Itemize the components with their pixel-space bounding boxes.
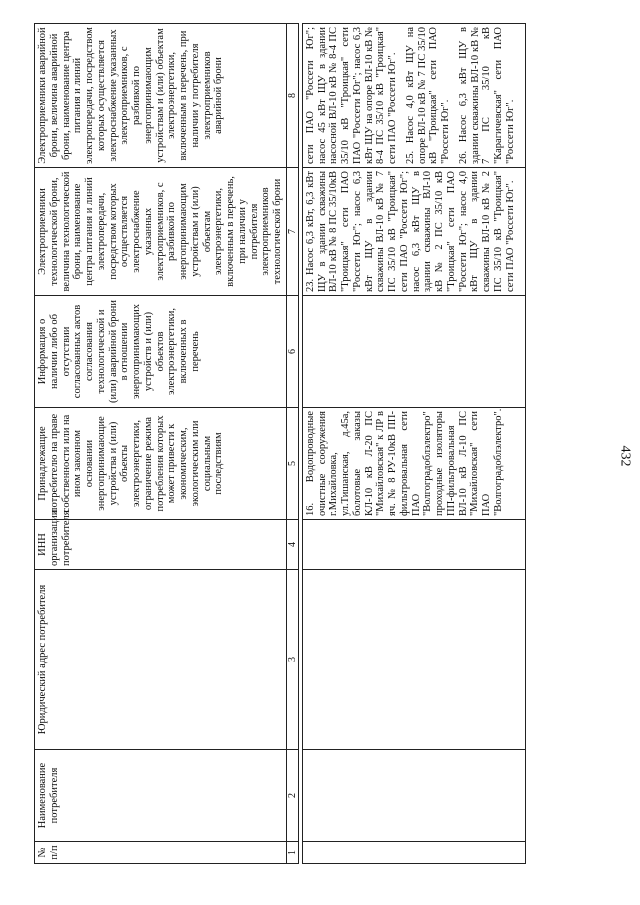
- emergency-item: 26. Насос 6,3 кВт ЩУ в здании скважины ВЛ-10 кВ № 7 ПС 35/10 кВ "Карагичевская" сети ПАО "Россети Юг".: [457, 27, 516, 164]
- column-number: 7: [286, 168, 298, 296]
- header-inn: ИНН организации потребителя: [35, 520, 287, 570]
- rotated-table-wrapper: [34, 24, 604, 864]
- header-num: № п/п: [35, 842, 287, 864]
- header-emergency-reserve: Электроприемники аварийной брони, величина аварийной брони, наименование центра питания и линий электропередачи, посредством которых осуществляется электроснабжение указанных электроприемников, с разбивкой по энергопринимающим устройствам и (или) объектам электроэнергетики, включенным в перечень, при наличии у потребителя электроприемников аварийной брони: [35, 24, 287, 168]
- header-legal-address: Юридический адрес потребителя: [35, 570, 287, 750]
- column-number: 1: [286, 842, 298, 864]
- page-number: 432: [617, 445, 633, 467]
- header-acts-info: Информация о наличии либо об отсутствии согласованных актов согласования технологической и (или) аварийной брони в отношении энергопринимающих устройств и (или) объектов электроэнергетики, включенных в перечень: [35, 296, 287, 408]
- column-number: 2: [286, 750, 298, 842]
- column-number: 4: [286, 520, 298, 570]
- header-row: [35, 24, 287, 864]
- consumer-table: [34, 23, 526, 864]
- emergency-item: 25. Насос 4,0 кВт ЩУ на опоре ВЛ-10 кВ № 7 ПС 35/10 кВ "Троицкая" сети ПАО "Россети Юг".: [404, 27, 452, 164]
- cell-acts-info: [302, 296, 525, 408]
- cell-consumer-name: [302, 750, 525, 842]
- column-number: 5: [286, 408, 298, 520]
- cell-legal-address: [302, 570, 525, 750]
- header-tech-reserve: Электроприемники технологической брони, величина технологической брони, наименование центра питания и линий электропередачи, посредством которых осуществляется электроснабжение указанных электроприемников, с разбивкой по энергопринимающим устройствам и (или) объектам электроэнергетики, включенным в перечень, при наличии у потребителя электроприемников технологической брони: [35, 168, 287, 296]
- emergency-item: сети ПАО "Россети Юг"; насос 45 кВт ЩУ в здании насосной ВЛ-10 кВ № 8-4 ПС 35/10 кВ "Троицкая" сети ПАО "Россети Юг"; насос 6,3 кВт ЩУ на опоре ВЛ-10 кВ № 8-4 ПС 35/10 кВ "Троицкая" сети ПАО "Россети Юг".: [304, 27, 399, 164]
- header-consumer-name: Наименование потребителя: [35, 750, 287, 842]
- cell-tech-reserve: 23. Насос 6,3 кВт, 6,3 кВт ЩУ в здании скважины ВЛ-10 кВ № 8 ПС 35/10кВ "Троицкая" сети ПАО "Россети Юг"; насос 6,3 кВт ЩУ в здании скважины ВЛ-10 кВ № 7 ПС 35/10 кВ "Троицкая" сети ПАО "Россети Юг"; насос 6,3 кВт ЩУ в здании скважины ВЛ-10 кВ № 2 ПС 35/10 кВ "Троицкая" сети ПАО "Россети Юг"; насос 4,0 кВт ЩУ в здании скважины ВЛ-10 кВ № 2 ПС 35/10 кВ "Троицкая" сети ПАО "Россети Юг".: [302, 168, 525, 296]
- header-devices: Принадлежащие потребителю на праве собственности или на ином законном основании энергопринимающие устройства и (или) объекты электроэнергетики, ограничение режима потребления которых может привести к экономическим, экологическим или социальным последствиям: [35, 408, 287, 520]
- cell-inn: [302, 520, 525, 570]
- cell-devices: 16. Водопроводные очистные сооружения г.Михайловка, ул.Тишанская, д.45а, болотовые заказы КЛ-10 кВ Л-20 ПС "Михайловская" к ЛР в яч. № 8 РУ-10кВ ПП-фильтровальная сети ПАО "Волгоградоблэлектро" проходные изоляторы ПП-фильтровальная ВЛ-10 кВ Л-10 ПС "Михайловская" сети ПАО "Волгоградоблэлектро".: [302, 408, 525, 520]
- column-number: 8: [286, 24, 298, 168]
- column-number: 3: [286, 570, 298, 750]
- cell-emergency-reserve: [302, 24, 525, 168]
- column-number: 6: [286, 296, 298, 408]
- column-number-row: [286, 24, 298, 864]
- table-row: [302, 24, 525, 864]
- cell-num: [302, 842, 525, 864]
